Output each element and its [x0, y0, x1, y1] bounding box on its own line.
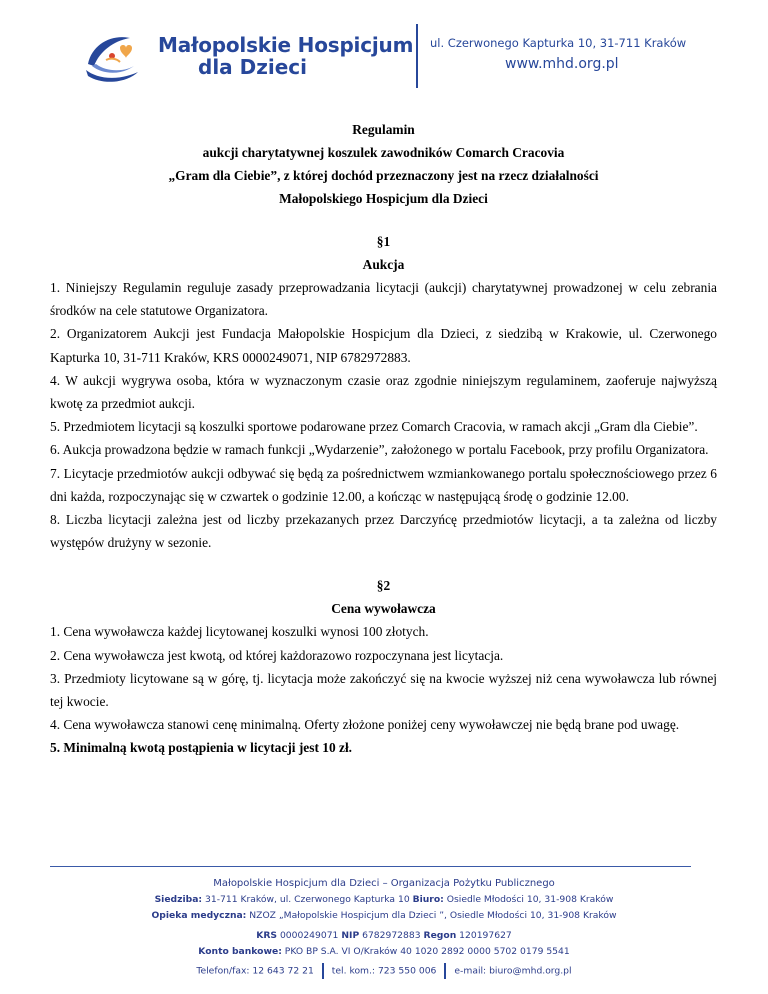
letterhead	[0, 0, 768, 105]
nip-label: NIP	[341, 930, 360, 941]
bank-label: Konto bankowe:	[198, 946, 282, 957]
nip-value: 6782972883	[362, 930, 421, 941]
office-value: Osiedle Młodości 10, 31-908 Kraków	[446, 894, 614, 905]
contact-separator	[322, 963, 324, 979]
seat-label: Siedziba:	[154, 894, 203, 905]
phone-text: Telefon/fax: 12 643 72 21	[196, 965, 314, 977]
spacer	[50, 554, 717, 574]
title-line-2: aukcji charytatywnej koszulek zawodników Comarch Cracovia	[202, 145, 565, 160]
section-1-item: 2. Organizatorem Aukcji jest Fundacja Małopolskie Hospicjum dla Dzieci, z siedzibą w Krakowie, ul. Czerwonego Kapturka 10, 31-711 Kraków, KRS 0000249071, NIP 6782972883.	[50, 326, 717, 365]
section-1-item: 7. Licytacje przedmiotów aukcji odbywać się będą za pośrednictwem wzmiankowanego portalu społecznościowego przez 6 dni każda, rozpoczynając się w czwartek o godzinie 12.00, a kończąc w następującą środę o godzinie 12.00.	[50, 465, 717, 504]
title-line-3: „Gram dla Ciebie”, z której dochód przeznaczony jest na rzecz działalności	[168, 168, 599, 183]
section-1-item: 5. Przedmiotem licytacji są koszulki sportowe podarowane przez Comarch Cracovia, w ramach akcji „Gram dla Ciebie”.	[50, 419, 698, 435]
section-1-item: 8. Liczba licytacji zależna jest od liczby przekazanych przez Darczyńcę przedmiotów licytacji, a ta zależna od liczby występów drużyny w sezonie.	[50, 512, 717, 551]
medical-value: NZOZ „Małopolskie Hospicjum dla Dzieci ”, Osiedle Młodości 10, 31-908 Kraków	[249, 910, 617, 921]
section-1-item: 1. Niniejszy Regulamin reguluje zasady przeprowadzania licytacji (aukcji) charytatywnej prowadzonej w celu zebrania środków na cele statutowe Organizatora.	[50, 280, 717, 319]
krs-label: KRS	[256, 930, 278, 941]
footer-addresses	[0, 892, 768, 908]
footer-contact	[0, 963, 768, 980]
logo-wordmark	[158, 34, 413, 78]
office-label: Biuro:	[412, 894, 444, 905]
footer-registration	[0, 928, 768, 944]
section-1-heading: Aukcja	[362, 257, 405, 272]
hospice-logo-icon	[82, 26, 148, 86]
regon-value: 120197627	[459, 930, 512, 941]
footer-bank	[0, 944, 768, 960]
contact-separator	[444, 963, 446, 979]
mobile-text: tel. kom.: 723 550 006	[331, 965, 437, 977]
regulations-body	[50, 118, 717, 760]
section-1-item: 4. W aukcji wygrywa osoba, która w wyznaczonym czasie oraz zgodnie niniejszym regulaminem, zaoferuje najwyższą kwotę za przedmiot aukcji.	[50, 372, 717, 412]
title-line-1: Regulamin	[352, 122, 415, 137]
regon-label: Regon	[423, 930, 457, 941]
section-2-number: §2	[376, 578, 391, 594]
seat-value: 31-711 Kraków, ul. Czerwonego Kapturka 10	[205, 894, 410, 905]
footer-medical	[0, 908, 768, 924]
footer-title: Małopolskie Hospicjum dla Dzieci – Organizacja Pożytku Publicznego	[213, 878, 555, 889]
section-1-number: §1	[376, 234, 391, 249]
section-2-item: 1. Cena wywoławcza każdej licytowanej koszulki wynosi 100 złotych.	[50, 624, 429, 640]
bank-value: PKO BP S.A. VI O/Kraków 40 1020 2892 0000 5702 0179 5541	[284, 946, 570, 957]
medical-label: Opieka medyczna:	[151, 910, 247, 921]
section-1-item: 6. Aukcja prowadzona będzie w ramach funkcji „Wydarzenie”, założonego w portalu Facebook, przy profilu Organizatora.	[50, 442, 709, 458]
header-address: ul. Czerwonego Kapturka 10, 31-711 Kraków	[430, 36, 687, 50]
section-2-item: 2. Cena wywoławcza jest kwotą, od której każdorazowo rozpoczynana jest licytacja.	[50, 647, 504, 663]
krs-value: 0000249071	[279, 930, 339, 941]
section-2-item: 4. Cena wywoławcza stanowi cenę minimalną. Oferty złożone poniżej ceny wywoławczej nie będą brane pod uwagę.	[50, 717, 680, 733]
footer-divider	[50, 866, 691, 867]
logo-line-2: dla Dzieci	[198, 55, 308, 79]
header-website: www.mhd.org.pl	[505, 56, 619, 72]
section-2-heading: Cena wywoławcza	[331, 601, 436, 617]
footer	[0, 876, 768, 980]
section-2-bold-item: 5. Minimalną kwotą postąpienia w licytacji jest 10 zł.	[50, 740, 353, 756]
logo-line-1: Małopolskie Hospicjum	[158, 33, 414, 57]
header-divider	[416, 24, 418, 88]
section-2-item: 3. Przedmioty licytowane są w górę, tj. licytacja może zakończyć się na kwocie wyższej niż cena wywoławcza lub równej tej kwocie.	[50, 670, 717, 710]
spacer	[50, 210, 717, 230]
title-line-4: Małopolskiego Hospicjum dla Dzieci	[279, 191, 488, 206]
email-link[interactable]: e-mail: biuro@mhd.org.pl	[454, 965, 572, 977]
